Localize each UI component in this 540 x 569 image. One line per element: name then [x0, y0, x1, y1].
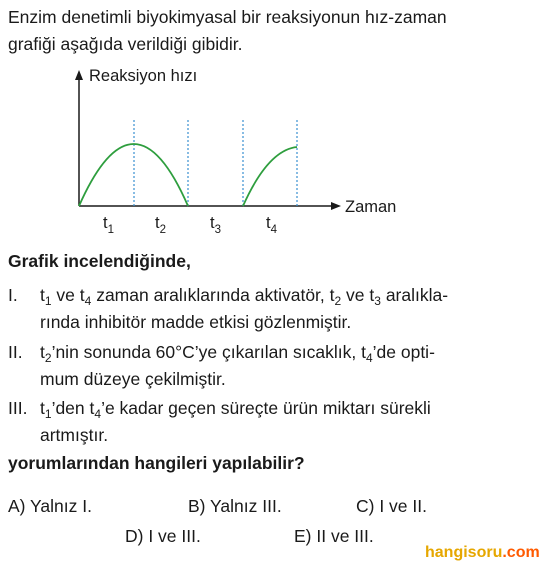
statement-line: rında inhibitör madde etkisi gözlenmiştir. — [40, 312, 352, 332]
statement-line: $t_1’den$ $t_4’e$ kadar geçen süreçte ürün miktarı sürekli — [40, 398, 431, 421]
dashed-guides — [134, 120, 297, 206]
x-axis-arrow — [331, 202, 341, 210]
option-b[interactable]: B) Yalnız III. — [188, 496, 282, 516]
y-axis-label: Reaksiyon hızı — [89, 67, 198, 85]
statement-line: $t_1$ ve $t_4$ zaman aralıklarında aktivatör, $t_2$ ve $t_3$ aralıkla- — [40, 285, 449, 308]
option-c[interactable]: C) I ve II. — [356, 496, 427, 516]
statement-body — [40, 339, 518, 393]
tick-label-t1: $t_1$ — [103, 214, 114, 236]
statement-2 — [8, 339, 518, 393]
tick-label-t4: $t_4$ — [266, 214, 277, 236]
tick-label-t2: $t_2$ — [155, 214, 166, 236]
option-d[interactable]: D) I ve III. — [125, 526, 201, 546]
statement-body — [40, 395, 518, 449]
option-e[interactable]: E) II ve III. — [294, 526, 374, 546]
statement-number: I. — [8, 285, 18, 305]
statement-3 — [8, 395, 518, 449]
statement-body — [40, 282, 518, 336]
statement-line: $t_2’nin$ sonunda 60°C’ye çıkarılan sıcaklık, $t_4’de$ opti- — [40, 342, 435, 365]
tick-label-t3: $t_3$ — [210, 214, 221, 236]
statement-number: III. — [8, 398, 28, 418]
intro-line-2: grafiği aşağıda verildiği gibidir. — [8, 34, 243, 54]
y-axis-arrow — [75, 70, 83, 80]
rate-time-graph — [0, 60, 523, 240]
x-axis-label: Zaman — [345, 198, 397, 216]
watermark-logo: hangisoru.com — [425, 544, 540, 561]
statement-line: mum düzeye çekilmiştir. — [40, 369, 226, 389]
statement-1 — [8, 282, 518, 336]
rate-curve-2 — [243, 147, 297, 206]
intro-text — [8, 4, 518, 58]
question-text: yorumlarından hangileri yapılabilir? — [8, 453, 305, 473]
statement-number: II. — [8, 342, 23, 362]
statement-line: artmıştır. — [40, 425, 109, 445]
intro-line-1: Enzim denetimli biyokimyasal bir reaksiyonun hız-zaman — [8, 7, 447, 27]
option-a[interactable]: A) Yalnız I. — [8, 496, 92, 516]
lead-text: Grafik incelendiğinde, — [8, 251, 191, 271]
